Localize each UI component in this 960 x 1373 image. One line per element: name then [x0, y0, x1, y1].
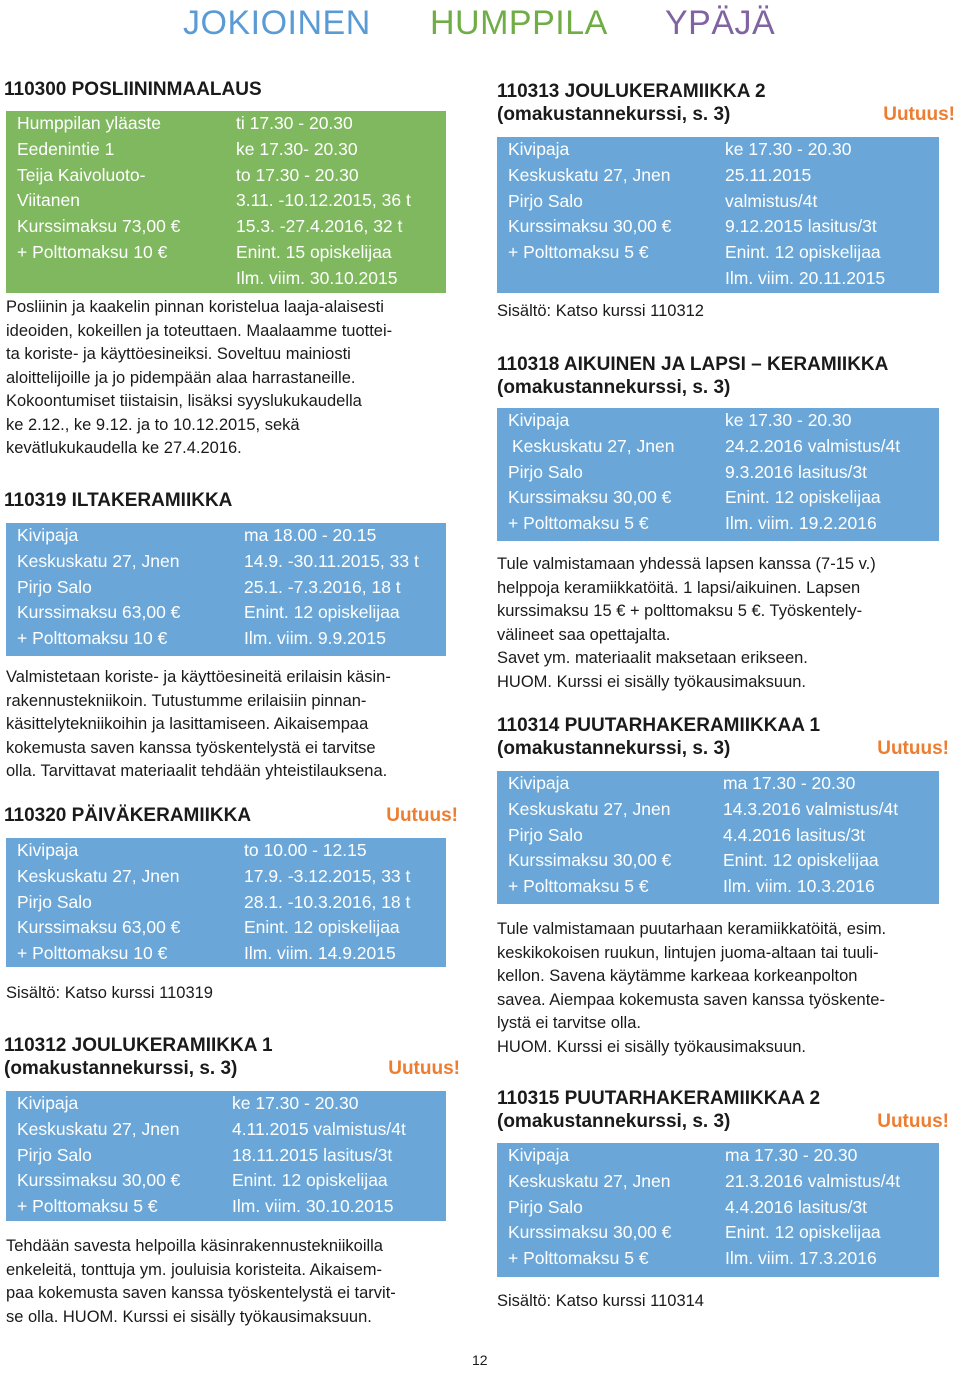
course-desc-110320: [6, 982, 213, 1006]
town-jokioinen: JOKIOINEN: [183, 4, 371, 42]
info-label: Kivipaja: [17, 525, 79, 545]
info-value: Ilm. viim. 19.2.2016: [725, 513, 877, 534]
desc-line: Tule valmistamaan puutarhaan keramiikkatöitä, esim.: [497, 920, 887, 938]
info-value: 4.11.2015 valmistus/4t: [232, 1118, 406, 1139]
course-info-110312: [6, 1091, 446, 1221]
title-subtext: (omakustannekurssi, s. 3): [497, 738, 731, 759]
info-label: Kivipaja: [508, 410, 570, 430]
info-label: Viitanen: [17, 190, 80, 211]
info-value: Enint. 12 opiskelijaa: [725, 487, 881, 508]
desc-line: HUOM. Kurssi ei sisälly työkausimaksuun.: [497, 672, 807, 691]
info-label: Kurssimaksu 30,00 €: [508, 216, 672, 237]
desc-line: ideoiden, kokeillen ja toteuttaen. Maalaamme tuottei-: [6, 321, 393, 340]
info-row: [6, 575, 446, 601]
desc-line: ta koriste- ja käyttöesineiksi. Soveltuu mainiosti: [6, 345, 351, 363]
info-value: 9.12.2015 lasitus/3t: [725, 216, 877, 237]
info-row: [497, 823, 939, 849]
info-row: [6, 266, 446, 292]
info-label: Pirjo Salo: [17, 1144, 92, 1165]
course-desc-110312: [6, 1235, 396, 1329]
desc-line: kellon. Savena käytämme karkeaa korkeanpolton: [497, 967, 858, 985]
info-value: Ilm. viim. 9.9.2015: [244, 628, 386, 649]
info-row: [6, 240, 446, 266]
town-ypaja: YPÄJÄ: [665, 4, 776, 42]
desc-line: välineet saa opettajalta.: [497, 625, 671, 644]
desc-line: Tule valmistamaan yhdessä lapsen kanssa (7-15 v.): [497, 555, 876, 573]
info-label: Keskuskatu 27, Jnen: [512, 435, 675, 456]
new-badge: Uutuus!: [877, 738, 949, 759]
info-row: [6, 137, 446, 163]
info-row: [497, 1246, 939, 1272]
info-row: [6, 941, 446, 967]
desc-line: Posliinin ja kaakelin pinnan koristelua laaja-alaisesti: [6, 298, 384, 316]
title-subtext: (omakustannekurssi, s. 3): [497, 377, 731, 398]
info-label: + Polttomaksu 5 €: [17, 1196, 158, 1217]
info-row: [497, 1143, 939, 1169]
info-row: [6, 1117, 446, 1143]
info-value: ke 17.30 - 20.30: [232, 1093, 359, 1113]
info-label: + Polttomaksu 10 €: [17, 241, 168, 262]
desc-line: kurssimaksu 15 € + polttomaksu 5 €. Työskentely-: [497, 602, 863, 620]
info-value: Enint. 12 opiskelijaa: [725, 1222, 881, 1243]
desc-line: Sisältö: Katso kurssi 110314: [497, 1292, 704, 1310]
desc-line: Tehdään savesta helpoilla käsinrakennustekniikoilla: [6, 1237, 383, 1255]
info-row: [6, 600, 446, 626]
info-label: Pirjo Salo: [508, 824, 583, 845]
info-row: [6, 1143, 446, 1169]
info-row: [6, 1168, 446, 1194]
desc-line: Kokoontumiset tiistaisin, lisäksi syyslukukaudella: [6, 392, 362, 410]
info-value: ke 17.30- 20.30: [236, 138, 358, 159]
info-label: + Polttomaksu 5 €: [508, 876, 649, 897]
course-info-110315: [497, 1143, 939, 1277]
course-title-110300: 110300 POSLIININMAALAUS: [4, 79, 262, 100]
course-title-110319: 110319 ILTAKERAMIIKKA: [4, 490, 233, 511]
course-desc-110300: [6, 296, 392, 461]
info-value: 14.3.2016 valmistus/4t: [723, 798, 899, 819]
title-text: 110318 AIKUINEN JA LAPSI – KERAMIIKKA: [497, 354, 889, 375]
info-label: Kivipaja: [17, 1093, 79, 1113]
desc-line: keskikokoisen ruukun, lintujen juoma-altaan tai tuuli-: [497, 943, 879, 962]
course-info-110319: [6, 523, 446, 656]
desc-line: Savet ym. materiaalit maksetaan erikseen.: [497, 649, 808, 667]
title-text: 110320 PÄIVÄKERAMIIKKA: [4, 805, 252, 826]
info-label: Kivipaja: [508, 139, 570, 159]
info-row: [6, 188, 446, 214]
course-desc-110315: [497, 1290, 704, 1314]
info-value: ma 17.30 - 20.30: [723, 773, 856, 793]
info-value: 18.11.2015 lasitus/3t: [232, 1144, 393, 1165]
info-row: [6, 549, 446, 575]
info-row: [497, 137, 939, 163]
info-label: Eedenintie 1: [17, 138, 115, 159]
info-row: [6, 626, 446, 652]
info-value: Enint. 12 opiskelijaa: [244, 917, 400, 938]
course-info-110300: [6, 111, 446, 293]
info-value: 28.1. -10.3.2016, 18 t: [244, 891, 411, 912]
info-label: Keskuskatu 27, Jnen: [508, 164, 671, 185]
info-label: Kurssimaksu 73,00 €: [17, 216, 181, 237]
info-label: Keskuskatu 27, Jnen: [508, 798, 671, 819]
course-title-110314: [497, 714, 949, 760]
info-label: Teija Kaivoluoto-: [17, 164, 146, 185]
desc-line: olla. Tarvittavat materiaalit tehdään yhteistilauksena.: [6, 762, 388, 780]
page-header: [0, 2, 960, 48]
info-row: [6, 111, 446, 137]
title-text: 110313 JOULUKERAMIIKKA 2: [497, 81, 766, 102]
info-value: to 10.00 - 12.15: [244, 840, 367, 860]
course-desc-110313: [497, 300, 704, 324]
desc-line: Sisältö: Katso kurssi 110312: [497, 302, 704, 320]
info-row: [497, 460, 939, 486]
info-row: [497, 1195, 939, 1221]
course-info-110314: [497, 771, 939, 904]
info-value: ti 17.30 - 20.30: [236, 113, 353, 133]
title-subtext: (omakustannekurssi, s. 3): [497, 104, 731, 125]
desc-line: käsittelytekniikoihin ja lasittamiseen. Aikaisempaa: [6, 715, 369, 733]
new-badge: Uutuus!: [877, 1111, 949, 1132]
desc-line: Valmistetaan koriste- ja käyttöesineitä erilaisin käsin-: [6, 668, 391, 686]
info-row: [497, 240, 939, 266]
info-row: [497, 408, 939, 434]
info-value: Enint. 12 opiskelijaa: [725, 242, 881, 263]
info-value: ke 17.30 - 20.30: [725, 139, 852, 159]
info-value: 25.11.2015: [725, 164, 812, 185]
info-value: 21.3.2016 valmistus/4t: [725, 1170, 901, 1191]
info-label: + Polttomaksu 5 €: [508, 242, 649, 263]
info-row: [497, 797, 939, 823]
info-label: Kurssimaksu 63,00 €: [17, 602, 181, 623]
info-row: [6, 163, 446, 189]
desc-line: enkeleitä, tonttuja ym. jouluisia koristeita. Aikaisem-: [6, 1260, 383, 1279]
info-value: Enint. 12 opiskelijaa: [723, 850, 879, 871]
info-label: + Polttomaksu 10 €: [17, 943, 168, 964]
title-subtext: (omakustannekurssi, s. 3): [497, 1111, 731, 1132]
course-info-110320: [6, 838, 446, 967]
info-value: to 17.30 - 20.30: [236, 164, 359, 185]
course-title-110313: [497, 80, 955, 126]
info-row: [497, 511, 939, 537]
course-info-110313: [497, 137, 939, 293]
info-value: Ilm. viim. 14.9.2015: [244, 943, 396, 964]
new-badge: Uutuus!: [883, 104, 955, 125]
info-row: [497, 848, 939, 874]
info-row: [6, 890, 446, 916]
desc-line: aloittelijoille ja jo pidempään alaa harrastaneille.: [6, 368, 356, 387]
title-subtext: (omakustannekurssi, s. 3): [4, 1058, 238, 1079]
info-row: [6, 864, 446, 890]
info-row: [497, 771, 939, 797]
info-value: 9.3.2016 lasitus/3t: [725, 461, 868, 482]
course-title-110312: [4, 1034, 460, 1080]
info-row: [6, 838, 446, 864]
info-label: Kurssimaksu 30,00 €: [508, 850, 672, 871]
info-label: Pirjo Salo: [17, 576, 92, 597]
info-row: [497, 189, 939, 215]
info-value: ma 17.30 - 20.30: [725, 1145, 858, 1165]
info-label: Pirjo Salo: [508, 461, 583, 482]
info-row: [497, 434, 939, 460]
info-label: Kurssimaksu 30,00 €: [508, 487, 672, 508]
new-badge: Uutuus!: [386, 805, 458, 826]
desc-line: savea. Aiempaa kokemusta saven kanssa työskente-: [497, 990, 885, 1009]
info-row: [6, 915, 446, 941]
info-row: [497, 163, 939, 189]
info-row: [6, 214, 446, 240]
info-label: Pirjo Salo: [508, 1196, 583, 1217]
info-value: Enint. 15 opiskelijaa: [236, 241, 392, 262]
info-label: Humppilan yläaste: [17, 113, 161, 133]
info-label: + Polttomaksu 5 €: [508, 1248, 649, 1269]
info-value: ke 17.30 - 20.30: [725, 410, 852, 430]
info-label: Pirjo Salo: [508, 190, 583, 211]
desc-line: se olla. HUOM. Kurssi ei sisälly työkausimaksuun.: [6, 1307, 372, 1326]
desc-line: kokemusta saven kanssa työskentelystä ei tarvitse: [6, 738, 376, 757]
info-label: Kivipaja: [508, 1145, 570, 1165]
info-value: Enint. 12 opiskelijaa: [244, 602, 400, 623]
desc-line: ke 2.12., ke 9.12. ja to 10.12.2015, sekä: [6, 415, 300, 434]
info-value: valmistus/4t: [725, 190, 818, 211]
course-desc-110318: [497, 553, 876, 694]
info-row: [6, 1091, 446, 1117]
info-row: [6, 1194, 446, 1220]
course-title-110320: [4, 804, 458, 827]
desc-line: Sisältö: Katso kurssi 110319: [6, 984, 213, 1002]
info-row: [497, 1220, 939, 1246]
info-label: + Polttomaksu 5 €: [508, 513, 649, 534]
info-value: Ilm. viim. 17.3.2016: [725, 1248, 877, 1269]
title-text: 110314 PUUTARHAKERAMIIKKAA 1: [497, 715, 821, 736]
desc-line: paa kokemusta saven kanssa työskentelystä ei tarvit-: [6, 1284, 396, 1302]
info-row: [6, 523, 446, 549]
info-value: Ilm. viim. 30.10.2015: [232, 1196, 394, 1217]
course-desc-110319: [6, 666, 391, 784]
info-value: 17.9. -3.12.2015, 33 t: [244, 865, 411, 886]
page-number: 12: [472, 1352, 488, 1368]
info-value: Ilm. viim. 20.11.2015: [725, 267, 886, 288]
info-row: [497, 266, 939, 292]
info-value: 14.9. -30.11.2015, 33 t: [244, 550, 419, 571]
course-desc-110314: [497, 918, 886, 1059]
desc-line: HUOM. Kurssi ei sisälly työkausimaksuun.: [497, 1037, 807, 1056]
title-text: 110312 JOULUKERAMIIKKA 1: [4, 1035, 273, 1056]
info-label: Kurssimaksu 30,00 €: [508, 1222, 672, 1243]
info-value: 4.4.2016 lasitus/3t: [725, 1196, 868, 1217]
info-label: Kivipaja: [17, 840, 79, 860]
course-title-110318: [497, 353, 888, 399]
info-label: Keskuskatu 27, Jnen: [508, 1170, 671, 1191]
title-text: 110315 PUUTARHAKERAMIIKKAA 2: [497, 1088, 821, 1109]
desc-line: rakennustekniikoin. Tutustumme erilaisiin pinnan-: [6, 691, 367, 710]
info-value: 15.3. -27.4.2016, 32 t: [236, 216, 403, 237]
info-row: [497, 874, 939, 900]
info-value: Enint. 12 opiskelijaa: [232, 1170, 388, 1191]
info-label: Keskuskatu 27, Jnen: [17, 1118, 180, 1139]
new-badge: Uutuus!: [388, 1058, 460, 1079]
info-value: ma 18.00 - 20.15: [244, 525, 377, 545]
info-value: 3.11. -10.12.2015, 36 t: [236, 190, 411, 211]
info-value: 4.4.2016 lasitus/3t: [723, 824, 866, 845]
info-label: Pirjo Salo: [17, 891, 92, 912]
info-label: Keskuskatu 27, Jnen: [17, 550, 180, 571]
course-info-110318: [497, 408, 939, 541]
info-row: [497, 214, 939, 240]
desc-line: kevätlukukaudella ke 27.4.2016.: [6, 439, 242, 457]
info-value: Ilm. viim. 10.3.2016: [723, 876, 875, 897]
info-value: Ilm. viim. 30.10.2015: [236, 267, 398, 288]
info-row: [497, 1169, 939, 1195]
info-value: 24.2.2016 valmistus/4t: [725, 435, 901, 456]
course-title-110315: [497, 1087, 949, 1133]
desc-line: lystä ei tarvitse olla.: [497, 1014, 641, 1032]
info-row: [497, 485, 939, 511]
info-label: Keskuskatu 27, Jnen: [17, 865, 180, 886]
info-label: + Polttomaksu 10 €: [17, 628, 168, 649]
info-label: Kurssimaksu 30,00 €: [17, 1170, 181, 1191]
info-value: 25.1. -7.3.2016, 18 t: [244, 576, 401, 597]
town-humppila: HUMPPILA: [430, 4, 608, 42]
info-label: Kurssimaksu 63,00 €: [17, 917, 181, 938]
desc-line: helppoja keramiikkatöitä. 1 lapsi/aikuinen. Lapsen: [497, 578, 861, 597]
info-label: Kivipaja: [508, 773, 570, 793]
